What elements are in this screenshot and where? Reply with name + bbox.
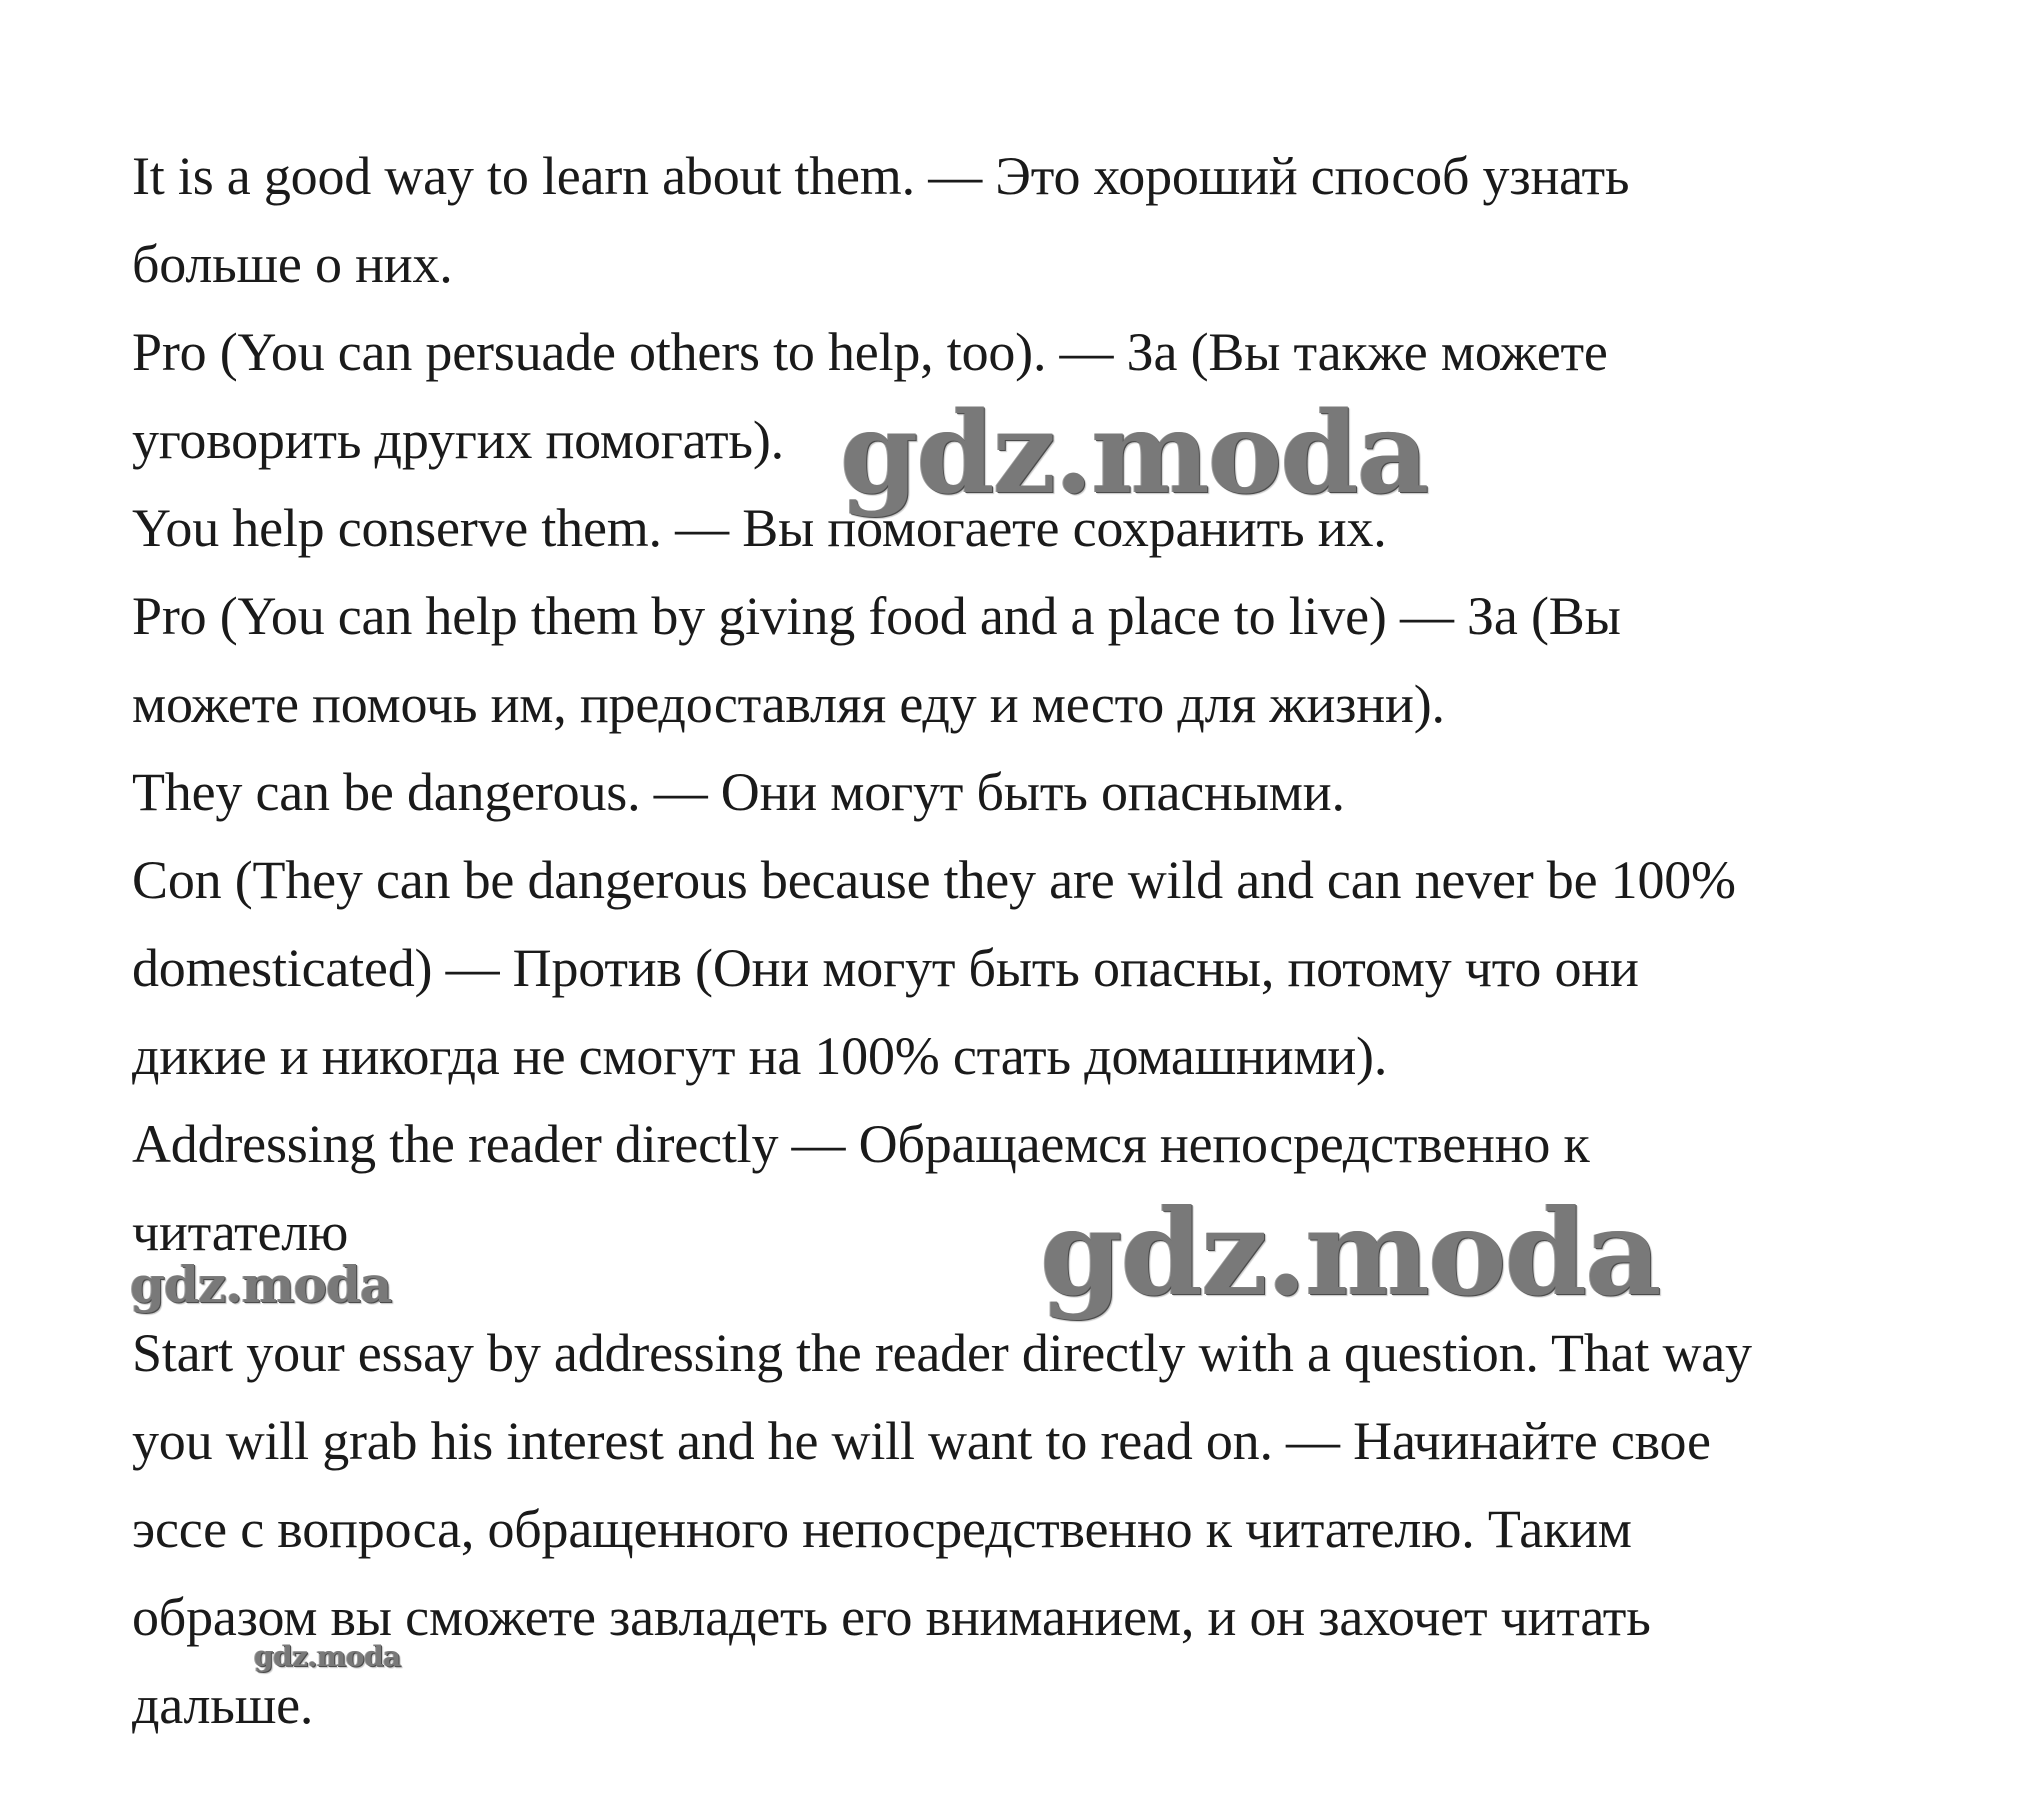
text-line: domesticated) — Против (Они могут быть опасны, потому что они: [132, 938, 1639, 998]
text-line: дальше.: [132, 1675, 314, 1735]
text-line: можете помочь им, предоставляя еду и место для жизни).: [132, 674, 1445, 734]
text-line: больше о них.: [132, 234, 453, 294]
text-line: дикие и никогда не смогут на 100% стать домашними).: [132, 1026, 1388, 1086]
text-line: Pro (You can help them by giving food and a place to live) — За (Вы: [132, 586, 1621, 646]
watermark: gdz.moda: [130, 1255, 392, 1314]
text-line: They can be dangerous. — Они могут быть опасными.: [132, 762, 1345, 822]
watermark: gdz.moda: [1040, 1183, 1660, 1322]
text-line: образом вы сможете завладеть его вниманием, и он захочет читать: [132, 1587, 1651, 1647]
text-line: уговорить других помогать).: [132, 410, 784, 470]
text-line: Con (They can be dangerous because they are wild and can never be 100%: [132, 850, 1736, 910]
text-line: Start your essay by addressing the reader directly with a question. That way: [132, 1323, 1752, 1383]
watermark: gdz.moda: [254, 1640, 401, 1673]
text-line: Pro (You can persuade others to help, too). — За (Вы также можете: [132, 322, 1608, 382]
text-line: It is a good way to learn about them. — Это хороший способ узнать: [132, 146, 1630, 206]
watermark: gdz.moda: [840, 388, 1428, 519]
text-line: Addressing the reader directly — Обращаемся непосредственно к: [132, 1114, 1590, 1174]
text-line: you will grab his interest and he will want to read on. — Начинайте свое: [132, 1411, 1711, 1471]
text-line: эссе с вопроса, обращенного непосредственно к читателю. Таким: [132, 1499, 1632, 1559]
text-line: You help conserve them. — Вы помогаете сохранить их.: [132, 498, 1387, 558]
text-line: читателю: [132, 1202, 349, 1262]
